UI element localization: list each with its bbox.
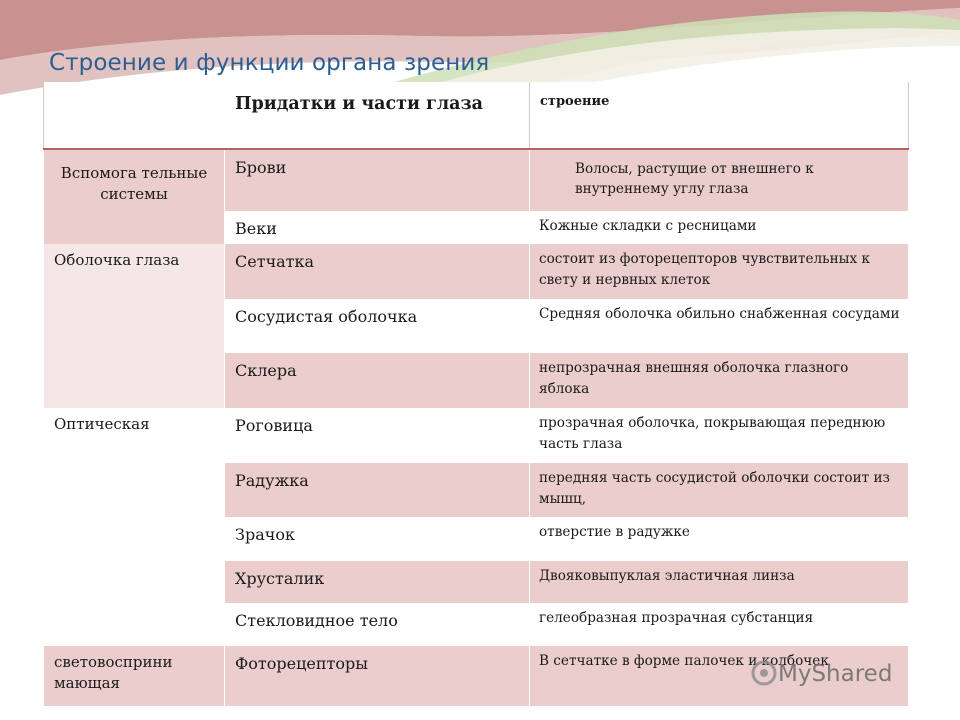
page-title: Строение и функции органа зрения	[49, 50, 490, 76]
part-cell: Сетчатка	[225, 244, 530, 299]
eye-structure-table	[43, 82, 909, 706]
part-cell: Брови	[225, 149, 530, 211]
part-cell: Веки	[225, 211, 530, 244]
desc-cell: прозрачная оболочка, покрывающая переднюю часть глаза	[530, 408, 909, 463]
watermark-text: MyShared	[778, 661, 893, 687]
desc-cell: Двояковыпуклая эластичная линза	[530, 561, 909, 603]
desc-cell: гелеобразная прозрачная субстанция	[530, 603, 909, 646]
desc-cell: Волосы, растущие от внешнего к внутреннему углу глаза	[530, 149, 909, 211]
header-cell-structure: строение	[530, 82, 909, 149]
header-cell-empty	[44, 82, 225, 149]
desc-cell: В сетчатке в форме палочек и колбочек	[530, 646, 909, 706]
table-row	[44, 244, 909, 299]
group-cell: Оболочка глаза	[44, 244, 225, 408]
desc-cell: передняя часть сосудистой оболочки состоит из мышц,	[530, 463, 909, 517]
part-cell: Роговица	[225, 408, 530, 463]
part-cell: Фоторецепторы	[225, 646, 530, 706]
group-cell: Вспомога тельные системы	[44, 149, 225, 244]
table-row	[44, 408, 909, 463]
part-cell: Склера	[225, 353, 530, 408]
table-header-row	[44, 82, 909, 149]
desc-cell: состоит из фоторецепторов чувствительных к свету и нервных клеток	[530, 244, 909, 299]
desc-cell: Кожные складки с ресницами	[530, 211, 909, 244]
desc-cell: непрозрачная внешняя оболочка глазного яблока	[530, 353, 909, 408]
part-cell: Стекловидное тело	[225, 603, 530, 646]
part-cell: Зрачок	[225, 517, 530, 561]
table-row	[44, 149, 909, 211]
desc-cell: Средняя оболочка обильно снабженная сосудами	[530, 299, 909, 353]
desc-cell: отверстие в радужке	[530, 517, 909, 561]
watermark-logo-icon	[750, 659, 778, 687]
part-cell: Сосудистая оболочка	[225, 299, 530, 353]
group-cell: световосприни мающая	[44, 646, 225, 706]
group-cell: Оптическая	[44, 408, 225, 646]
part-cell: Хрусталик	[225, 561, 530, 603]
header-cell-parts: Придатки и части глаза	[225, 82, 530, 149]
part-cell: Радужка	[225, 463, 530, 517]
